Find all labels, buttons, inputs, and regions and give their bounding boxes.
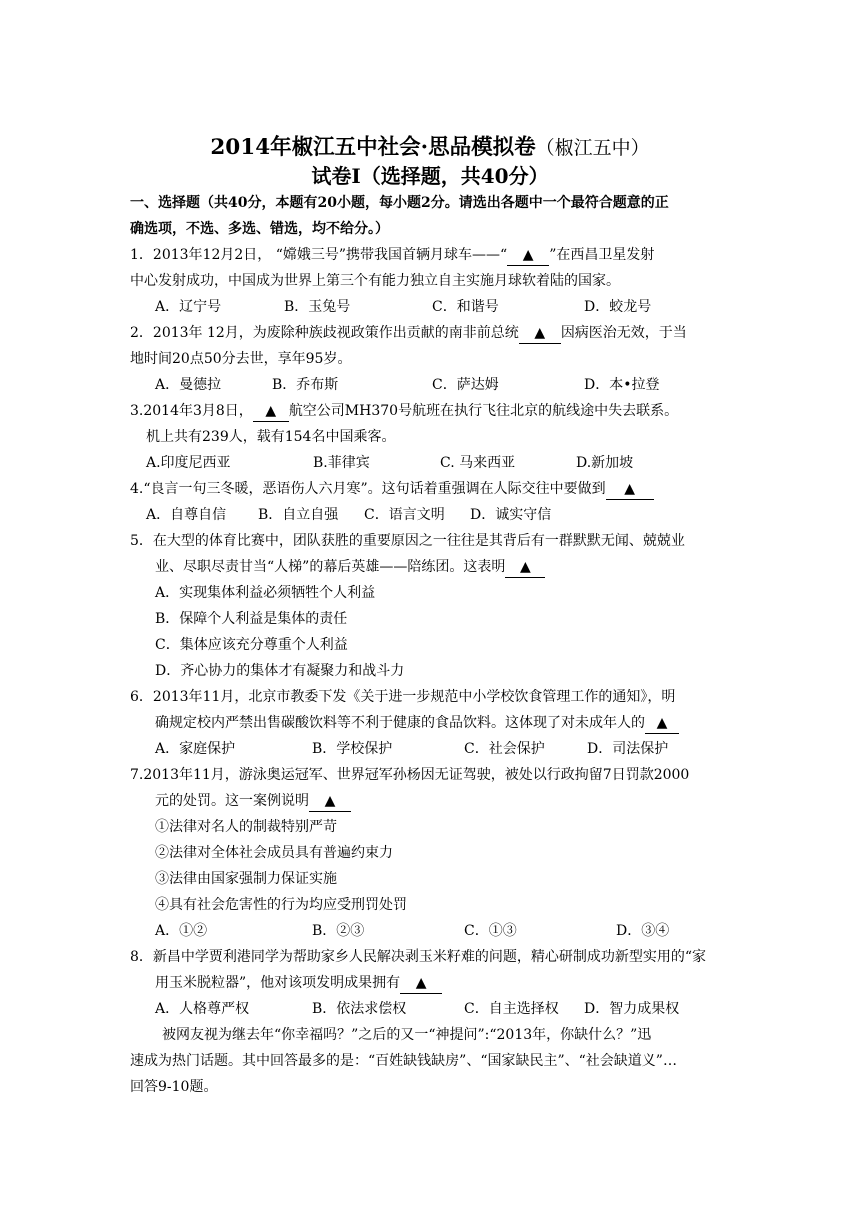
answer-blank: ▲	[309, 791, 351, 812]
q1-option-c: C．和谐号	[432, 299, 499, 315]
question-1-line2: 中心发射成功，中国成为世界上第三个有能力独立自主实施月球软着陆的国家。	[130, 273, 620, 289]
q4-option-d: D．诚实守信	[470, 507, 552, 523]
question-2-line1: 2．2013年 12月，为废除种族歧视政策作出贡献的南非前总统 ▲ 因病医治无效，于当	[130, 323, 687, 344]
question-6-line1: 6．2013年11月，北京市教委下发《关于进一步规范中小学校饮食管理工作的通知》，明	[130, 689, 676, 705]
q7-statement-2: ②法律对全体社会成员具有普遍约束力	[155, 845, 393, 861]
title-suffix: （椒江五中）	[535, 137, 650, 159]
page-title	[0, 130, 860, 161]
q1-option-d: D．蛟龙号	[584, 299, 652, 315]
question-8-line2: 用玉米脱粒器”，他对该项发明成果拥有 ▲	[155, 973, 442, 994]
question-8-line1: 8．新昌中学贾利港同学为帮助家乡人民解决剥玉米籽难的问题，精心研制成功新型实用的“家	[130, 949, 707, 965]
q8-option-d: D．智力成果权	[584, 1001, 680, 1017]
q3-option-a: A.印度尼西亚	[146, 455, 231, 471]
q5-option-d: D．齐心协力的集体才有凝聚力和战斗力	[155, 663, 405, 679]
q2-option-d: D．本•拉登	[584, 377, 660, 393]
answer-blank: ▲	[507, 245, 549, 266]
q2-option-b: B．乔布斯	[272, 377, 339, 393]
q8-option-c: C．自主选择权	[464, 1001, 559, 1017]
passage-line1: 被网友视为继去年“你幸福吗？”之后的又一“神提问”:“2013年，你缺什么？”迅	[162, 1027, 652, 1043]
q5-option-a: A．实现集体利益必须牺牲个人利益	[155, 585, 376, 601]
q8-option-a: A．人格尊严权	[155, 1001, 250, 1017]
answer-blank: ▲	[400, 973, 442, 994]
q6-option-c: C．社会保护	[464, 741, 545, 757]
q7-option-d: D．③④	[616, 923, 670, 939]
passage-line3: 回答9-10题。	[130, 1079, 218, 1095]
q2-option-a: A．曼德拉	[155, 377, 222, 393]
section-heading-line2: 确选项，不选、多选、错选，均不给分。）	[130, 221, 389, 237]
q6-option-a: A．家庭保护	[155, 741, 236, 757]
question-6-line2: 确规定校内严禁出售碳酸饮料等不利于健康的食品饮料。这体现了对未成年人的 ▲	[155, 713, 679, 734]
q7-statement-3: ③法律由国家强制力保证实施	[155, 871, 337, 887]
q5-option-b: B．保障个人利益是集体的责任	[155, 611, 348, 627]
q7-option-a: A．①②	[155, 923, 208, 939]
q3-option-c: C. 马来西亚	[440, 455, 516, 471]
page-subtitle: 试卷Ⅰ（选择题，共40分）	[311, 164, 549, 188]
q3-option-d: D.新加坡	[576, 455, 634, 471]
question-2-line2: 地时间20点50分去世，享年95岁。	[130, 351, 352, 367]
section-heading-line1: 一、选择题（共40分，本题有20小题，每小题2分。请选出各题中一个最符合题意的正	[130, 195, 669, 211]
q4-option-c: C．语言文明	[364, 507, 445, 523]
answer-blank: ▲	[253, 401, 289, 422]
q6-option-b: B．学校保护	[312, 741, 393, 757]
question-3-line2: 机上共有239人，载有154名中国乘客。	[146, 429, 396, 445]
q5-option-c: C．集体应该充分尊重个人利益	[155, 637, 348, 653]
question-5-line2: 业、尽职尽责甘当“人梯”的幕后英雄——陪练团。这表明 ▲	[155, 557, 545, 578]
question-1-line1: 1．2013年12月2日， “嫦娥三号”携带我国首辆月球车——“ ▲ ”在西昌卫星发射	[130, 245, 654, 266]
q6-option-d: D．司法保护	[587, 741, 669, 757]
q7-statement-4: ④具有社会危害性的行为均应受刑罚处罚	[155, 897, 407, 913]
q1-option-b: B．玉兔号	[284, 299, 351, 315]
question-5-line1: 5．在大型的体育比赛中，团队获胜的重要原因之一往往是其背后有一群默默无闻、兢兢业	[130, 533, 685, 549]
q7-statement-1: ①法律对名人的制裁特别严苛	[155, 819, 337, 835]
answer-blank: ▲	[645, 713, 679, 734]
q7-option-c: C．①③	[464, 923, 517, 939]
title-main: 2014年椒江五中社会·思品模拟卷	[210, 135, 536, 160]
q3-option-b: B.菲律宾	[313, 455, 370, 471]
q7-option-b: B．②③	[312, 923, 365, 939]
q2-option-c: C．萨达姆	[432, 377, 499, 393]
answer-blank: ▲	[505, 557, 545, 578]
q4-option-b: B．自立自强	[258, 507, 339, 523]
answer-blank: ▲	[606, 479, 654, 500]
question-7-line2: 元的处罚。这一案例说明 ▲	[155, 791, 351, 812]
passage-line2: 速成为热门话题。其中回答最多的是：“百姓缺钱缺房”、“国家缺民主”、“社会缺道义”…	[130, 1053, 677, 1069]
question-3-line1: 3.2014年3月8日， ▲ 航空公司MH370号航班在执行飞往北京的航线途中失去联系。	[130, 401, 678, 422]
question-7-line1: 7.2013年11月，游泳奥运冠军、世界冠军孙杨因无证驾驶，被处以行政拘留7日罚款2000	[130, 767, 690, 783]
q8-option-b: B．依法求偿权	[312, 1001, 407, 1017]
q1-option-a: A．辽宁号	[155, 299, 222, 315]
q4-option-a: A．自尊自信	[146, 507, 227, 523]
answer-blank: ▲	[519, 323, 561, 344]
question-4-line1: 4.“良言一句三冬暖，恶语伤人六月寒”。这句话着重强调在人际交往中要做到 ▲	[130, 479, 654, 500]
